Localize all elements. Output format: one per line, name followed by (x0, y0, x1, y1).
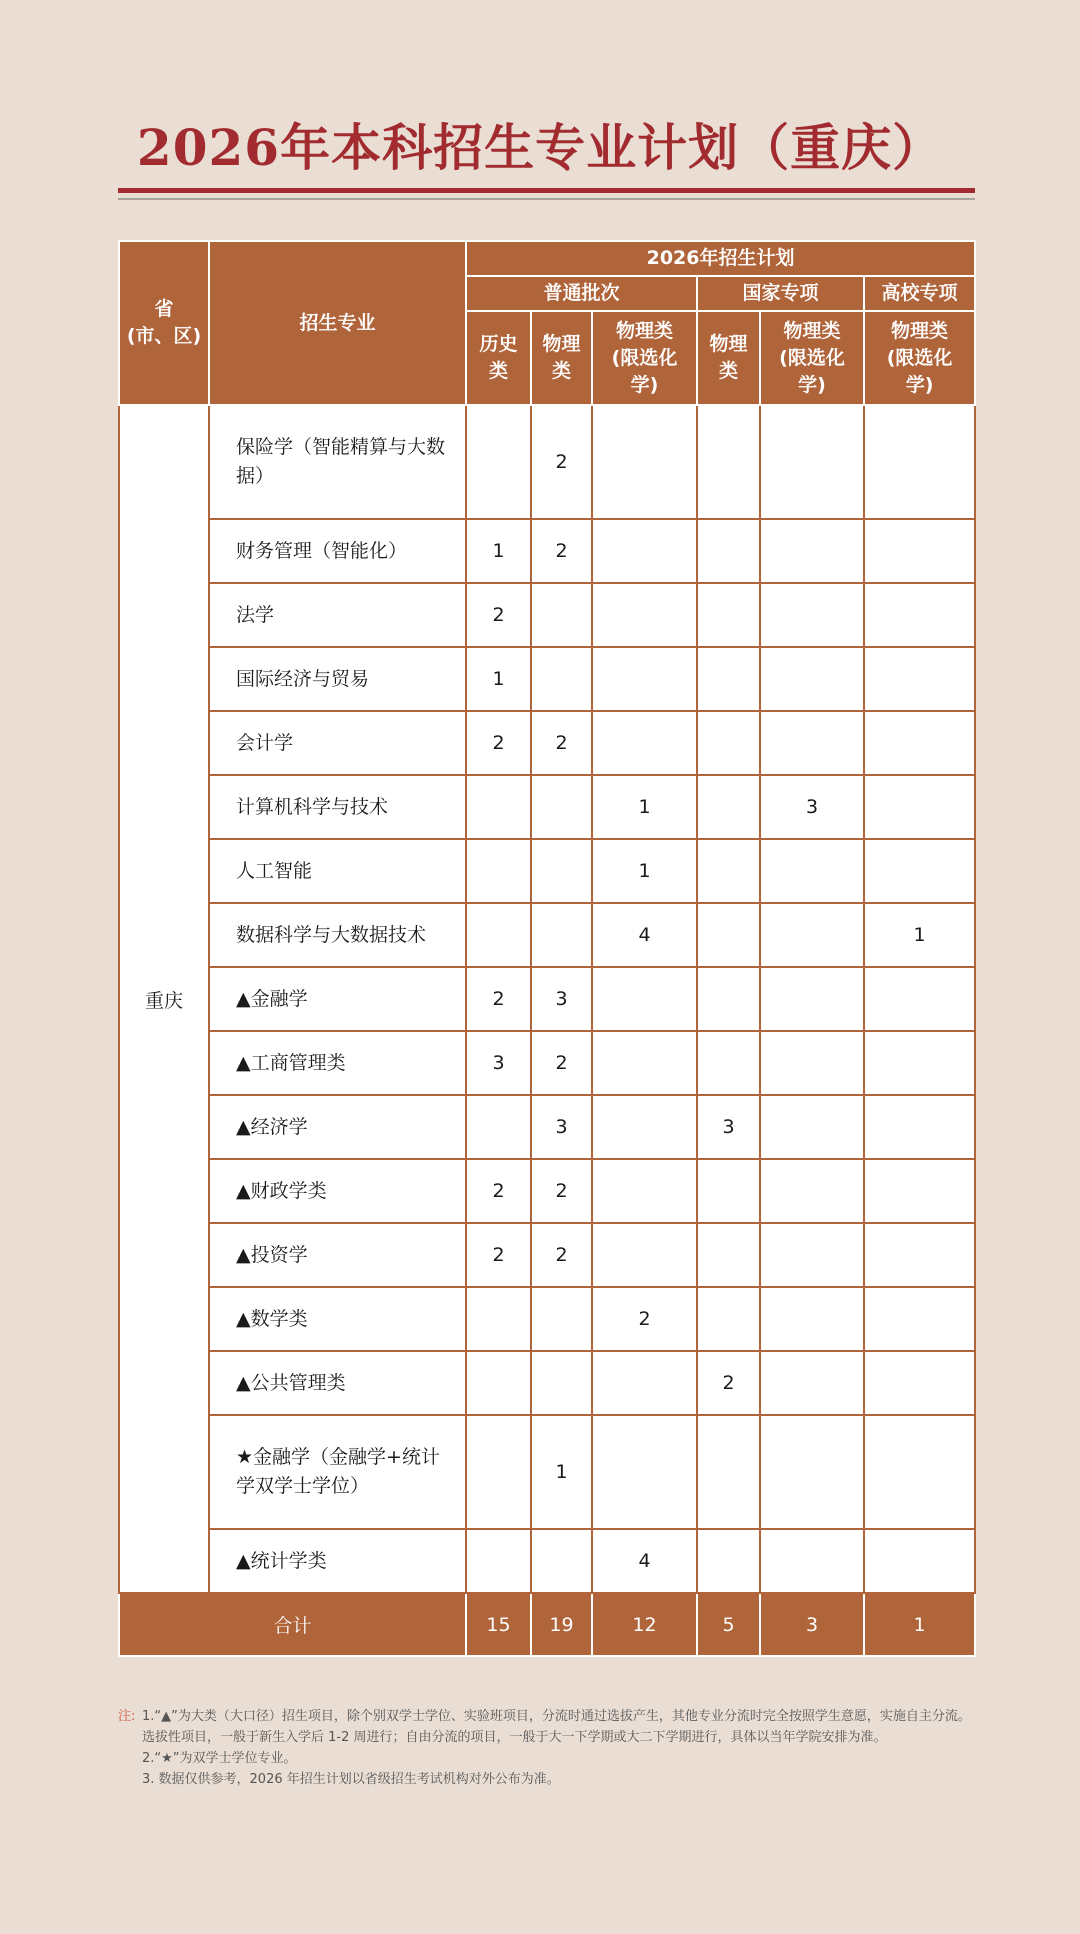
total-count-cell: 12 (592, 1593, 697, 1656)
plan-count-cell (864, 1415, 975, 1529)
column-header: 物理类 (限选化 学) (760, 311, 864, 405)
plan-count-cell (466, 1529, 531, 1593)
plan-count-cell (466, 405, 531, 519)
plan-count-cell: 2 (531, 405, 592, 519)
note-line (118, 1748, 980, 1769)
plan-count-cell (760, 519, 864, 583)
total-count-cell: 3 (760, 1593, 864, 1656)
plan-count-cell (466, 775, 531, 839)
header-plan: 2026年招生计划 (466, 241, 975, 276)
plan-count-cell (697, 1159, 760, 1223)
enrollment-plan-table (118, 240, 976, 1657)
plan-count-cell (697, 583, 760, 647)
plan-count-cell (760, 1529, 864, 1593)
plan-count-cell: 4 (592, 1529, 697, 1593)
major-name: ▲公共管理类 (209, 1351, 466, 1415)
plan-count-cell (531, 647, 592, 711)
plan-count-cell (531, 839, 592, 903)
group-regular: 普通批次 (466, 276, 697, 311)
table-row (119, 1223, 975, 1287)
plan-count-cell (864, 519, 975, 583)
plan-count-cell: 2 (531, 711, 592, 775)
plan-count-cell: 1 (592, 839, 697, 903)
plan-count-cell: 2 (531, 1031, 592, 1095)
plan-count-cell: 4 (592, 903, 697, 967)
plan-count-cell (697, 903, 760, 967)
plan-count-cell (592, 1415, 697, 1529)
column-header: 物理 类 (531, 311, 592, 405)
plan-count-cell (592, 1223, 697, 1287)
plan-count-cell: 3 (531, 967, 592, 1031)
plan-count-cell (592, 647, 697, 711)
plan-count-cell (864, 1223, 975, 1287)
plan-count-cell (531, 1351, 592, 1415)
plan-count-cell (466, 1351, 531, 1415)
page-title: 2026年本科招生专业计划（重庆） (136, 118, 944, 177)
title-underline-thin (118, 198, 975, 200)
plan-count-cell (531, 903, 592, 967)
plan-count-cell (760, 839, 864, 903)
plan-count-cell (697, 519, 760, 583)
plan-count-cell (760, 1223, 864, 1287)
plan-count-cell (864, 775, 975, 839)
plan-count-cell (592, 967, 697, 1031)
major-name: 法学 (209, 583, 466, 647)
plan-count-cell (864, 839, 975, 903)
total-count-cell: 15 (466, 1593, 531, 1656)
plan-count-cell (592, 405, 697, 519)
plan-count-cell: 3 (760, 775, 864, 839)
plan-count-cell: 3 (697, 1095, 760, 1159)
plan-count-cell (864, 647, 975, 711)
total-count-cell: 5 (697, 1593, 760, 1656)
plan-count-cell (466, 839, 531, 903)
plan-count-cell (760, 647, 864, 711)
major-name: ▲统计学类 (209, 1529, 466, 1593)
table-row (119, 903, 975, 967)
major-name: ▲数学类 (209, 1287, 466, 1351)
plan-count-cell: 3 (531, 1095, 592, 1159)
table-row (119, 1287, 975, 1351)
plan-count-cell (760, 1031, 864, 1095)
table-row (119, 1031, 975, 1095)
plan-count-cell (760, 1415, 864, 1529)
plan-count-cell (760, 1287, 864, 1351)
plan-count-cell: 1 (531, 1415, 592, 1529)
table-row (119, 1415, 975, 1529)
plan-count-cell (466, 1415, 531, 1529)
major-name: ▲金融学 (209, 967, 466, 1031)
plan-count-cell: 2 (531, 519, 592, 583)
province-cell: 重庆 (119, 405, 209, 1593)
header-province (119, 241, 209, 405)
note-text: 3. 数据仅供参考，2026 年招生计划以省级招生考试机构对外公布为准。 (142, 1772, 560, 1787)
plan-count-cell (864, 1529, 975, 1593)
plan-count-cell (697, 647, 760, 711)
table-row (119, 711, 975, 775)
plan-count-cell (864, 711, 975, 775)
plan-count-cell (531, 775, 592, 839)
plan-count-cell (697, 405, 760, 519)
plan-count-cell (697, 775, 760, 839)
plan-count-cell: 2 (466, 711, 531, 775)
plan-count-cell (466, 903, 531, 967)
table-row (119, 1095, 975, 1159)
major-name: 财务管理（智能化） (209, 519, 466, 583)
major-name: 保险学（智能精算与大数据） (209, 405, 466, 519)
table-row (119, 647, 975, 711)
total-row (119, 1593, 975, 1656)
table-row (119, 1529, 975, 1593)
plan-count-cell: 2 (592, 1287, 697, 1351)
plan-count-cell: 2 (531, 1223, 592, 1287)
table-row (119, 1351, 975, 1415)
plan-count-cell (864, 1287, 975, 1351)
column-header: 历史 类 (466, 311, 531, 405)
plan-count-cell (592, 711, 697, 775)
plan-count-cell: 1 (466, 519, 531, 583)
plan-count-cell (760, 1095, 864, 1159)
column-header: 物理类 (限选化 学) (864, 311, 975, 405)
plan-count-cell: 1 (466, 647, 531, 711)
plan-count-cell (592, 519, 697, 583)
major-name: 国际经济与贸易 (209, 647, 466, 711)
major-name: ▲财政学类 (209, 1159, 466, 1223)
table-row (119, 1159, 975, 1223)
group-university-special: 高校专项 (864, 276, 975, 311)
total-count-cell: 1 (864, 1593, 975, 1656)
major-name: 数据科学与大数据技术 (209, 903, 466, 967)
title-underline (118, 188, 975, 193)
total-count-cell: 19 (531, 1593, 592, 1656)
plan-count-cell (592, 1031, 697, 1095)
major-name: ▲投资学 (209, 1223, 466, 1287)
plan-count-cell (760, 583, 864, 647)
note-text: 1.“▲”为大类（大口径）招生项目，除个别双学士学位、实验班项目，分流时通过选拔产生，其他专业分流时完全按照学生意愿，实施自主分流。选拔性项目，一般于新生入学后 1-2 周进行；自由分流的项目，一般于大一下学期或大二下学期进行，具体以当年学院安排为准。 (142, 1709, 971, 1745)
column-header: 物理类 (限选化 学) (592, 311, 697, 405)
major-name: 人工智能 (209, 839, 466, 903)
column-header: 物理 类 (697, 311, 760, 405)
plan-count-cell (864, 1159, 975, 1223)
notes (118, 1706, 980, 1790)
table-row (119, 967, 975, 1031)
plan-count-cell: 3 (466, 1031, 531, 1095)
plan-count-cell (864, 405, 975, 519)
table-row (119, 405, 975, 519)
plan-count-cell (466, 1095, 531, 1159)
plan-count-cell (697, 1529, 760, 1593)
plan-count-cell (760, 1159, 864, 1223)
table-row (119, 583, 975, 647)
plan-count-cell (697, 1287, 760, 1351)
major-name: ▲工商管理类 (209, 1031, 466, 1095)
group-national-special: 国家专项 (697, 276, 864, 311)
total-label: 合计 (119, 1593, 466, 1656)
table-row (119, 775, 975, 839)
note-prefix: 注: (118, 1709, 136, 1724)
note-line (118, 1769, 980, 1790)
plan-count-cell: 2 (466, 1159, 531, 1223)
plan-count-cell (864, 583, 975, 647)
major-name: ★金融学（金融学+统计学双学士学位） (209, 1415, 466, 1529)
plan-count-cell (760, 711, 864, 775)
plan-count-cell (864, 1351, 975, 1415)
plan-count-cell (864, 967, 975, 1031)
major-name: ▲经济学 (209, 1095, 466, 1159)
plan-count-cell (531, 583, 592, 647)
header-major: 招生专业 (209, 241, 466, 405)
plan-count-cell (592, 1159, 697, 1223)
plan-count-cell: 2 (466, 1223, 531, 1287)
plan-count-cell (760, 405, 864, 519)
note-line (118, 1706, 980, 1748)
major-name: 计算机科学与技术 (209, 775, 466, 839)
plan-count-cell (466, 1287, 531, 1351)
table-row (119, 519, 975, 583)
header-province-text: 省 (市、区) (126, 298, 202, 347)
plan-count-cell (592, 583, 697, 647)
plan-count-cell (531, 1529, 592, 1593)
plan-count-cell (864, 1031, 975, 1095)
plan-count-cell (697, 839, 760, 903)
plan-count-cell: 1 (864, 903, 975, 967)
plan-count-cell: 2 (466, 583, 531, 647)
major-name: 会计学 (209, 711, 466, 775)
plan-count-cell: 1 (592, 775, 697, 839)
plan-count-cell: 2 (531, 1159, 592, 1223)
plan-count-cell (697, 711, 760, 775)
table-row (119, 839, 975, 903)
plan-count-cell (697, 967, 760, 1031)
plan-count-cell (760, 1351, 864, 1415)
plan-count-cell (697, 1223, 760, 1287)
plan-count-cell: 2 (466, 967, 531, 1031)
plan-count-cell (760, 903, 864, 967)
plan-count-cell (592, 1351, 697, 1415)
note-text: 2.“★”为双学士学位专业。 (142, 1751, 297, 1766)
plan-count-cell: 2 (697, 1351, 760, 1415)
plan-count-cell (697, 1415, 760, 1529)
plan-count-cell (531, 1287, 592, 1351)
plan-count-cell (697, 1031, 760, 1095)
plan-count-cell (592, 1095, 697, 1159)
plan-count-cell (864, 1095, 975, 1159)
plan-count-cell (760, 967, 864, 1031)
